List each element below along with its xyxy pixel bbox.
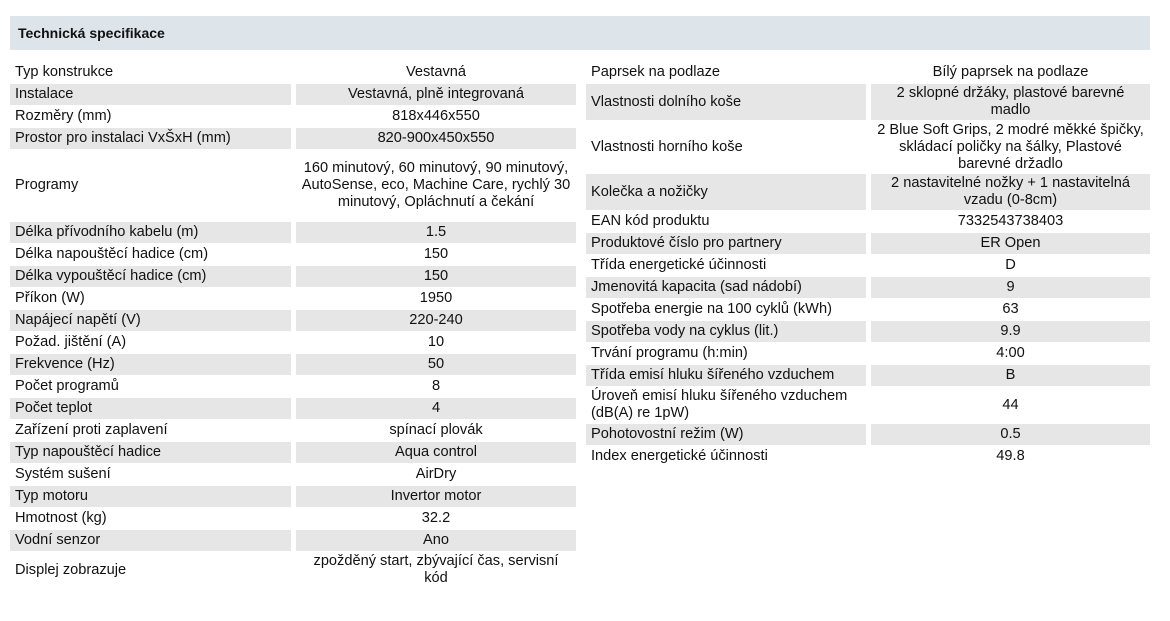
spec-row	[10, 106, 576, 127]
spec-label: Třída energetické účinnosti	[591, 257, 767, 273]
spec-label: Kolečka a nožičky	[586, 174, 866, 210]
spec-row	[10, 530, 576, 551]
spec-row	[10, 332, 576, 353]
spec-row	[586, 343, 1150, 364]
spec-label: EAN kód produktu	[591, 213, 710, 229]
spec-row	[10, 442, 576, 463]
spec-row	[586, 446, 1150, 467]
spec-label: Rozměry (mm)	[15, 108, 112, 124]
spec-row	[586, 299, 1150, 320]
spec-value: 2 nastavitelné nožky + 1 nastavitelná vzadu (0-8cm)	[871, 174, 1150, 210]
spec-row	[586, 211, 1150, 232]
spec-value: Invertor motor	[296, 486, 576, 507]
spec-value: 818x446x550	[392, 108, 480, 124]
spec-label: Napájecí napětí (V)	[10, 310, 291, 331]
spec-label: Spotřeba vody na cyklus (lit.)	[586, 321, 866, 342]
spec-value: 50	[296, 354, 576, 375]
spec-value: B	[871, 365, 1150, 386]
spec-label: Počet teplot	[10, 398, 291, 419]
spec-row	[586, 121, 1150, 173]
spec-value: 32.2	[421, 510, 451, 526]
spec-label: Požad. jištění (A)	[15, 334, 127, 350]
spec-value: 0.5	[871, 424, 1150, 445]
section-title: Technická specifikace	[18, 25, 165, 41]
spec-value: 4	[296, 398, 576, 419]
spec-label: Vlastnosti dolního koše	[586, 84, 866, 120]
spec-label: Délka napouštěcí hadice (cm)	[15, 246, 209, 262]
spec-value: 2 sklopné držáky, plastové barevné madlo	[871, 84, 1150, 120]
spec-row	[10, 244, 576, 265]
spec-label: Vlastnosti horního koše	[591, 138, 743, 155]
spec-row	[586, 424, 1150, 445]
spec-row	[10, 552, 576, 588]
spec-label: Spotřeba energie na 100 cyklů (kWh)	[591, 301, 832, 317]
spec-value: Vestavná, plně integrovaná	[296, 84, 576, 105]
spec-row	[10, 376, 576, 397]
spec-value: 49.8	[996, 448, 1025, 464]
spec-value: 160 minutový, 60 minutový, 90 minutový, AutoSense, eco, Machine Care, rychlý 30 minutový, Opláchnutí a čekání	[301, 160, 571, 210]
spec-row	[10, 398, 576, 419]
spec-row	[10, 464, 576, 485]
spec-row	[586, 174, 1150, 210]
spec-row	[10, 354, 576, 375]
spec-row	[586, 365, 1150, 386]
section-header	[10, 16, 1150, 50]
spec-row	[10, 508, 576, 529]
spec-row	[10, 222, 576, 243]
spec-label: Prostor pro instalaci VxŠxH (mm)	[10, 128, 291, 149]
right-spec-table	[586, 62, 1150, 468]
spec-label: Instalace	[10, 84, 291, 105]
spec-label: Délka přívodního kabelu (m)	[10, 222, 291, 243]
spec-row	[586, 233, 1150, 254]
spec-value: 150	[296, 266, 576, 287]
spec-value: 150	[423, 246, 449, 262]
spec-row	[10, 266, 576, 287]
spec-value: 4:00	[996, 345, 1025, 361]
spec-label: Typ konstrukce	[15, 64, 114, 80]
left-spec-table	[10, 62, 576, 589]
spec-value: 820-900x450x550	[296, 128, 576, 149]
spec-row	[10, 62, 576, 83]
spec-label: Typ napouštěcí hadice	[10, 442, 291, 463]
spec-value: 44	[1002, 396, 1019, 413]
spec-row	[10, 84, 576, 105]
spec-label: Vodní senzor	[10, 530, 291, 551]
spec-value: 8	[431, 378, 441, 394]
spec-row	[586, 62, 1150, 83]
spec-row	[10, 486, 576, 507]
spec-value: 7332543738403	[957, 213, 1064, 229]
spec-label: Displej zobrazuje	[15, 561, 127, 578]
spec-label: Index energetické účinnosti	[591, 448, 768, 464]
spec-label: Úroveň emisí hluku šířeného vzduchem (dB(A) re 1pW)	[591, 388, 848, 421]
spec-value: spínací plovák	[389, 422, 483, 438]
spec-label: Produktové číslo pro partnery	[586, 233, 866, 254]
spec-label: Frekvence (Hz)	[10, 354, 291, 375]
spec-row	[10, 420, 576, 441]
spec-row	[10, 128, 576, 149]
spec-value: D	[1005, 257, 1016, 273]
spec-value: 9.9	[871, 321, 1150, 342]
spec-label: Příkon (W)	[15, 290, 85, 306]
spec-value: 1950	[419, 290, 453, 306]
spec-row	[586, 255, 1150, 276]
spec-label: Jmenovitá kapacita (sad nádobí)	[586, 277, 866, 298]
spec-label: Počet programů	[15, 378, 119, 394]
spec-label: Programy	[15, 177, 79, 193]
spec-value: Bílý paprsek na podlaze	[932, 64, 1089, 80]
spec-value: 10	[427, 334, 445, 350]
spec-value: 220-240	[296, 310, 576, 331]
spec-value: Vestavná	[405, 64, 467, 80]
spec-row	[10, 310, 576, 331]
spec-value: 2 Blue Soft Grips, 2 modré měkké špičky, skládací poličky na šálky, Plastové barevné držadlo	[877, 121, 1144, 172]
spec-row	[586, 321, 1150, 342]
spec-row	[586, 387, 1150, 423]
spec-value: Aqua control	[296, 442, 576, 463]
spec-row	[10, 288, 576, 309]
spec-value: ER Open	[871, 233, 1150, 254]
spec-value: Ano	[296, 530, 576, 551]
spec-label: Trvání programu (h:min)	[591, 345, 748, 361]
spec-value: 9	[871, 277, 1150, 298]
spec-value: AirDry	[415, 466, 457, 482]
spec-label: Hmotnost (kg)	[15, 510, 107, 526]
spec-label: Paprsek na podlaze	[591, 64, 720, 80]
spec-value: 1.5	[296, 222, 576, 243]
spec-label: Systém sušení	[15, 466, 111, 482]
spec-label: Pohotovostní režim (W)	[586, 424, 866, 445]
spec-row	[10, 150, 576, 221]
spec-row	[586, 277, 1150, 298]
spec-row	[586, 84, 1150, 120]
spec-label: Zařízení proti zaplavení	[15, 422, 168, 438]
spec-label: Délka vypouštěcí hadice (cm)	[10, 266, 291, 287]
spec-value: 63	[1002, 301, 1019, 317]
spec-label: Třída emisí hluku šířeného vzduchem	[586, 365, 866, 386]
spec-label: Typ motoru	[10, 486, 291, 507]
spec-value: zpožděný start, zbývající čas, servisní kód	[313, 553, 559, 586]
